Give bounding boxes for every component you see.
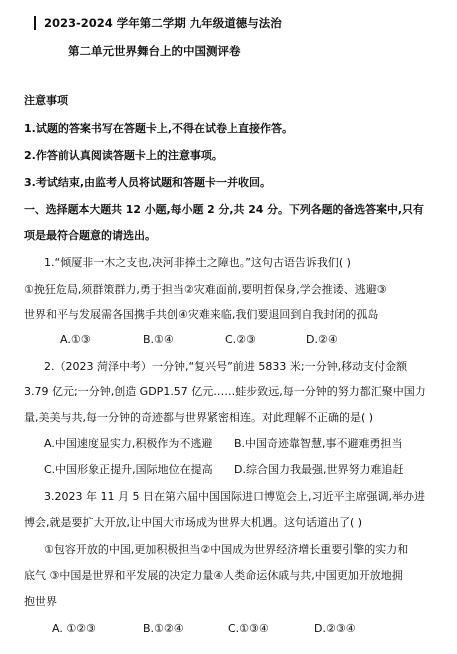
header-left-bar	[34, 16, 36, 30]
q1-option-d[interactable]: D.②④	[306, 333, 338, 346]
section1-instruction-line2: 项是最符合题意的请选出。	[24, 229, 156, 242]
q3-option-a[interactable]: A. ①②③	[52, 622, 96, 635]
notice-heading: 注意事项	[24, 94, 68, 107]
q3-option-b[interactable]: B.①②④	[143, 622, 184, 635]
q1-option-b[interactable]: B.①④	[143, 333, 174, 346]
title-line2: 第二单元世界舞台上的中国测评卷	[68, 44, 241, 58]
q2-stem-line3: 量,美美与共,每一分钟的奇迹都与世界紧密相连。对此理解不正确的是( )	[24, 411, 374, 424]
q2-option-d[interactable]: D.综合国力我最强,世界努力难追赶	[234, 463, 404, 476]
q2-option-a[interactable]: A.中国速度显实力,积极作为不逃避	[44, 437, 213, 450]
q2-stem-line2: 3.79 亿元;一分钟,创造 GDP1.57 亿元……蛙步致远,每一分钟的努力都汇聚中国力	[24, 385, 426, 398]
q1-statement-line2: 世界和平与发展需各国携手共创④灾难来临,我们要退回到自我封闭的孤岛	[24, 308, 379, 321]
q1-statement-line1: ①挽狂危局,须群策群力,勇于担当②灾难面前,要明哲保身,学会推诿、逃避③	[24, 283, 387, 296]
section1-instruction-line1: 一、选择题本大题共 12 小题,每小题 2 分,共 24 分。下列各题的备选答案中,只有	[24, 203, 424, 216]
q3-stem-line2: 博会,就是要扩大开放,让中国大市场成为世界大机遇。这句话道出了( )	[24, 516, 363, 529]
notice-item-3: 3.考试结束,由监考人员将试题和答题卡一并收回。	[24, 176, 272, 189]
q2-option-c[interactable]: C.中国形象正提升,国际地位在提高	[44, 463, 213, 476]
q3-option-c[interactable]: C.①③④	[228, 622, 269, 635]
q2-option-b[interactable]: B.中国奇迹靠智慧,事不避难勇担当	[234, 437, 403, 450]
notice-item-2: 2.作答前认真阅读答题卡上的注意事项。	[24, 149, 223, 162]
notice-item-1: 1.试题的答案书写在答题卡上,不得在试卷上直接作答。	[24, 122, 294, 135]
q3-statement-line3: 抱世界	[24, 595, 57, 608]
q1-option-c[interactable]: C.②③	[225, 333, 256, 346]
q1-option-a[interactable]: A.①③	[60, 333, 91, 346]
q1-stem: 1.“倾厦非一木之支也,决河非捧土之障也。”这句古语告诉我们( )	[44, 256, 351, 269]
q3-option-d[interactable]: D.②③④	[314, 622, 356, 635]
q3-statement-line1: ①包容开放的中国,更加积极担当②中国成为世界经济增长重要引擎的实力和	[44, 543, 409, 556]
q2-stem-line1: 2.（2023 菏泽中考）一分钟,“复兴号”前进 5833 米;一分钟,移动支付金额	[44, 360, 408, 373]
title-line1: 2023-2024 学年第二学期 九年级道德与法治	[44, 16, 282, 30]
q3-stem-line1: 3.2023 年 11 月 5 日在第六届中国国际进口博览会上,习近平主席强调,举办进	[44, 490, 425, 503]
q3-statement-line2: 底气 ③中国是世界和平发展的决定力量④人类命运休戚与共,中国更加开放地拥	[24, 569, 403, 582]
